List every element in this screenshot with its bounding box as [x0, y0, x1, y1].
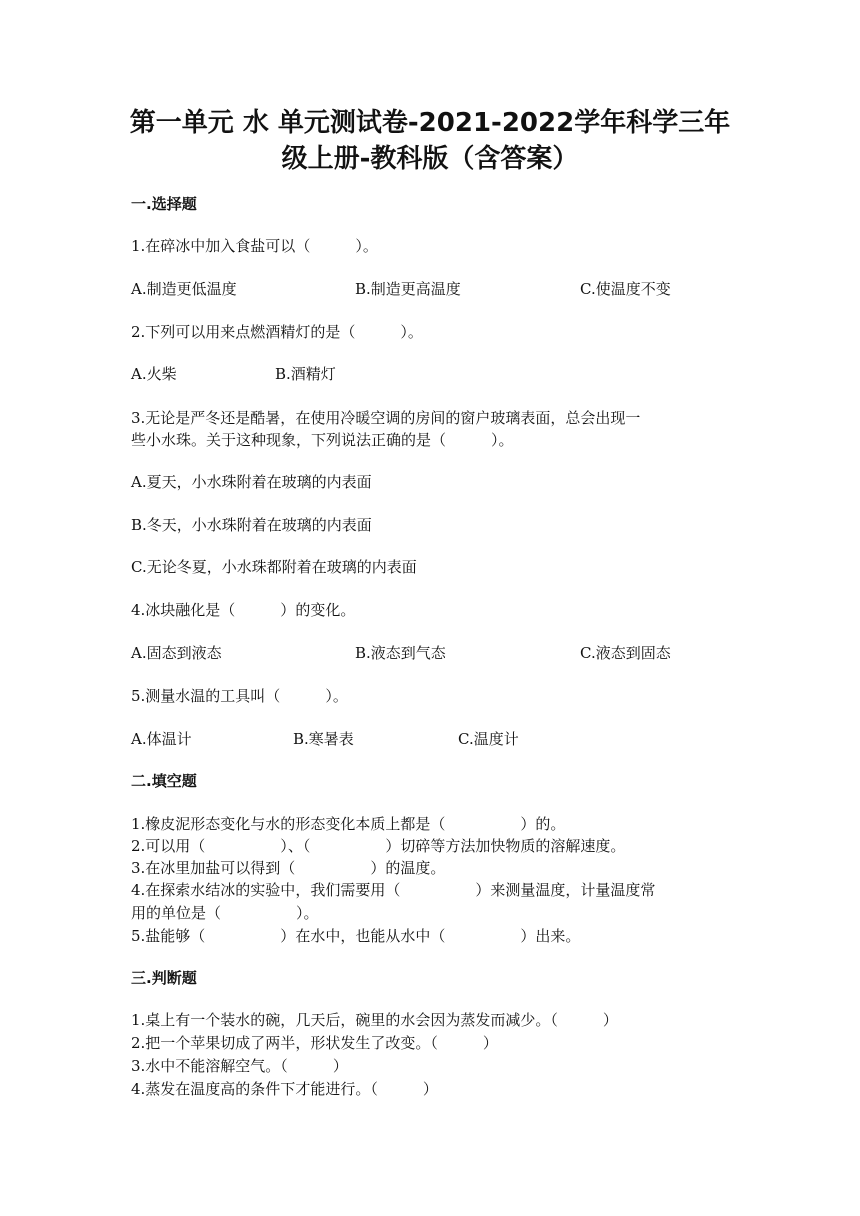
q5-option-b: B.寒暑表 [293, 730, 354, 748]
fill-line-3: 3.在冰里加盐可以得到（ ）的温度。 [131, 859, 446, 877]
section-heading-judge: 三.判断题 [131, 969, 197, 987]
page-title-line-1: 第一单元 水 单元测试卷-2021-2022学年科学三年 [129, 108, 731, 138]
fill-line-6: 5.盐能够（ ）在水中，也能从水中（ ）出来。 [131, 927, 581, 945]
q5-option-a: A.体温计 [131, 730, 192, 748]
page-title-line-2: 级上册-教科版（含答案） [281, 144, 579, 174]
q3-option-b: B.冬天，小水珠附着在玻璃的内表面 [131, 516, 372, 534]
q1-option-a: A.制造更低温度 [131, 280, 237, 298]
section-heading-choice: 一.选择题 [131, 195, 197, 213]
question-3-line-2: 些小水珠。关于这种现象，下列说法正确的是（ ）。 [131, 431, 514, 449]
judge-line-1: 1.桌上有一个装水的碗，几天后，碗里的水会因为蒸发而减少。（ ） [131, 1011, 618, 1029]
q1-option-c: C.使温度不变 [580, 280, 671, 298]
q4-option-b: B.液态到气态 [355, 644, 446, 662]
fill-line-2: 2.可以用（ ）、（ ）切碎等方法加快物质的溶解速度。 [131, 837, 626, 855]
question-1: 1.在碎冰中加入食盐可以（ ）。 [131, 237, 378, 255]
q4-option-a: A.固态到液态 [131, 644, 222, 662]
fill-line-4: 4.在探索水结冰的实验中，我们需要用（ ）来测量温度，计量温度常 [131, 881, 656, 899]
q5-option-c: C.温度计 [458, 730, 519, 748]
question-2: 2.下列可以用来点燃酒精灯的是（ ）。 [131, 323, 423, 341]
q2-option-a: A.火柴 [131, 365, 177, 383]
section-heading-fill: 二.填空题 [131, 772, 197, 790]
judge-line-2: 2.把一个苹果切成了两半，形状发生了改变。（ ） [131, 1034, 498, 1052]
q3-option-a: A.夏天，小水珠附着在玻璃的内表面 [131, 473, 372, 491]
fill-line-1: 1.橡皮泥形态变化与水的形态变化本质上都是（ ）的。 [131, 815, 566, 833]
q3-option-c: C.无论冬夏，小水珠都附着在玻璃的内表面 [131, 558, 417, 576]
judge-line-3: 3.水中不能溶解空气。（ ） [131, 1057, 348, 1075]
q4-option-c: C.液态到固态 [580, 644, 671, 662]
q1-option-b: B.制造更高温度 [355, 280, 461, 298]
question-4: 4.冰块融化是（ ）的变化。 [131, 601, 356, 619]
fill-line-5: 用的单位是（ ）。 [131, 904, 319, 922]
judge-line-4: 4.蒸发在温度高的条件下才能进行。（ ） [131, 1080, 438, 1098]
question-3-line-1: 3.无论是严冬还是酷暑，在使用冷暖空调的房间的窗户玻璃表面，总会出现一 [131, 409, 641, 427]
question-5: 5.测量水温的工具叫（ ）。 [131, 687, 348, 705]
q2-option-b: B.酒精灯 [275, 365, 336, 383]
